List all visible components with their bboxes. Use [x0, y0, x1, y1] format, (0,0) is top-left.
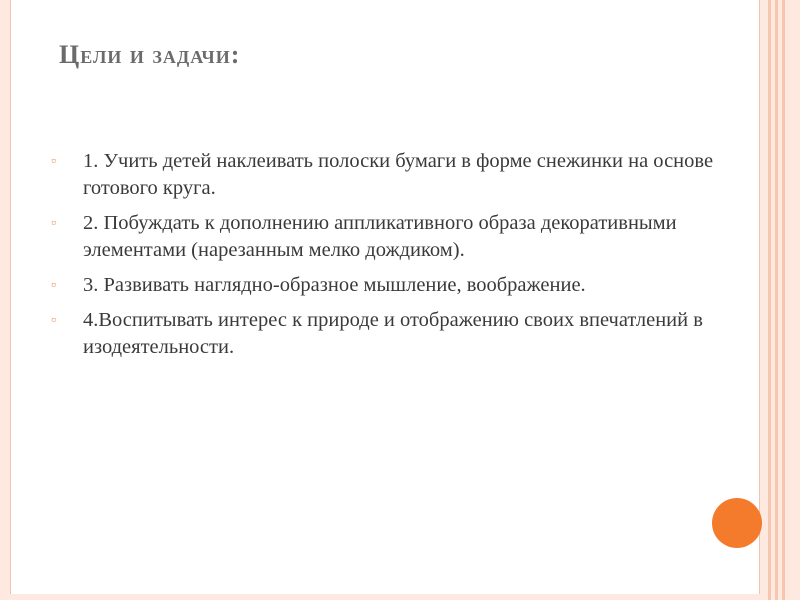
list-item-text: 4.Воспитывать интерес к природе и отображению своих впечатлений в изодеятельности. — [83, 309, 703, 358]
bullet-icon: ▫ — [51, 313, 56, 328]
bullet-list — [51, 148, 751, 369]
list-item-text: 2. Побуждать к дополнению аппликативного образа декоративными элементами (нарезанным мелко дождиком). — [83, 212, 677, 261]
list-item — [51, 148, 751, 202]
slide-title: Цели и задачи: — [59, 40, 241, 69]
decorative-stripe — [775, 0, 778, 600]
slide-panel — [10, 0, 760, 594]
decorative-stripe — [768, 0, 771, 600]
bullet-icon: ▫ — [51, 278, 56, 293]
accent-dot-icon — [712, 498, 762, 548]
list-item — [51, 307, 751, 361]
list-item — [51, 272, 751, 299]
list-item — [51, 210, 751, 264]
bullet-icon: ▫ — [51, 216, 56, 231]
list-item-text: 3. Развивать наглядно-образное мышление, воображение. — [83, 274, 586, 296]
decorative-stripe — [782, 0, 785, 600]
bullet-icon: ▫ — [51, 154, 56, 169]
list-item-text: 1. Учить детей наклеивать полоски бумаги в форме снежинки на основе готового круга. — [83, 150, 714, 199]
